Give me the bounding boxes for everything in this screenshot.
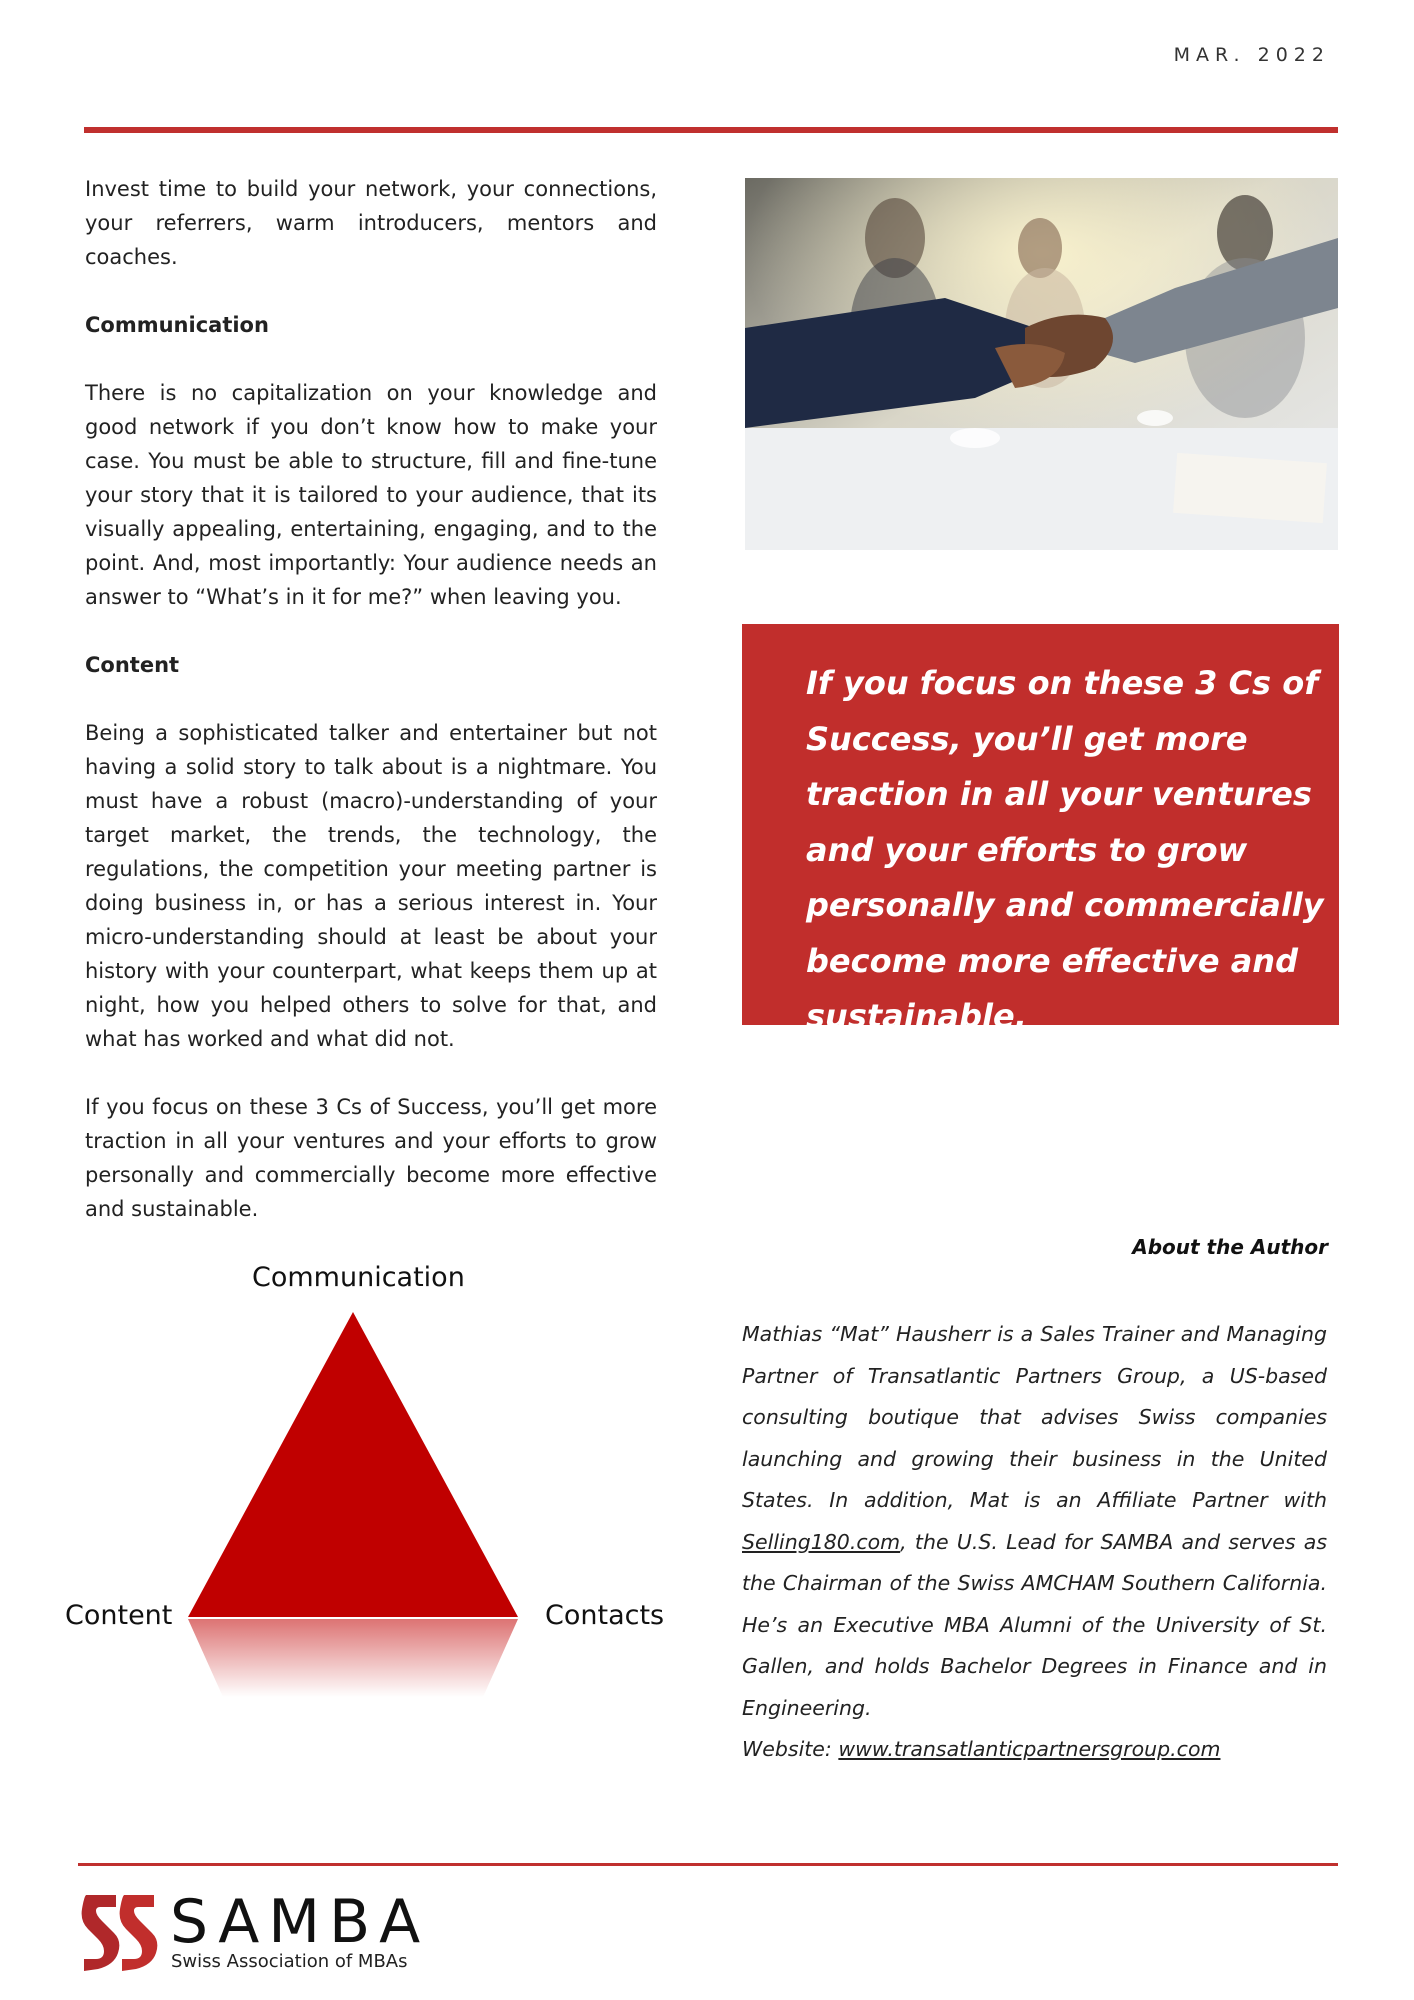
intro-paragraph: Invest time to build your network, your connections, your referrers, warm introducers, mentors and coaches. (85, 177, 657, 269)
conclusion-paragraph: If you focus on these 3 Cs of Success, you’ll get more traction in all your ventures and your efforts to grow personally and commercially become more effective and sustainable. (85, 1095, 657, 1221)
diagram-label-communication: Communication (252, 1262, 465, 1293)
success-triangle-diagram (188, 1312, 518, 1752)
diagram-label-content: Content (65, 1600, 173, 1631)
website-link[interactable]: www.transatlanticpartnersgroup.com (838, 1737, 1221, 1761)
about-author-title: About the Author (1132, 1235, 1328, 1259)
website-label: Website: (742, 1737, 839, 1761)
triangle-shape (188, 1312, 518, 1617)
samba-logo (78, 1887, 478, 1973)
communication-heading: Communication (85, 313, 269, 337)
bio-text-part1: Mathias “Mat” Hausherr is a Sales Trainer and Managing Partner of Transatlantic Partners Group, a US-based consulting boutique that advises Swiss companies launching and growing their business in the United States. In addition, Mat is an Affiliate Partner with (742, 1322, 1327, 1512)
issue-date: MAR. 2022 (1173, 44, 1330, 66)
content-heading: Content (85, 653, 180, 677)
logo-wordmark: SAMBA (170, 1887, 430, 1957)
samba-logo-mark-icon (78, 1893, 160, 1973)
content-paragraph: Being a sophisticated talker and entertainer but not having a solid story to talk about is a nightmare. You must have a robust (macro)-understanding of your target market, the trends, the technology, the regulations, the competition your meeting partner is doing business in, or has a serious interest in. Your micro-understanding should at least be about your history with your counterpart, what keeps them up at night, how you helped others to solve for that, and what has worked and what did not. (85, 721, 657, 1051)
bio-text-part2: , the U.S. Lead for SAMBA and serves as the Chairman of the Swiss AMCHAM Southern California. He’s an Executive MBA Alumni of the University of St. Gallen, and holds Bachelor Degrees in Finance and in Engineering. (742, 1529, 1327, 1720)
logo-subtitle: Swiss Association of MBAs (171, 1951, 408, 1972)
selling180-link[interactable]: Selling180.com (742, 1529, 901, 1554)
triangle-reflection (188, 1619, 518, 1697)
pull-quote-box (742, 624, 1339, 1035)
pull-quote-text: If you focus on these 3 Cs of Success, you’ll get more traction in all your ventures and your efforts to grow personally and commercially become more effective and sustainable. (806, 664, 1324, 1035)
top-divider (84, 127, 1338, 133)
article-left-column (85, 172, 657, 1226)
bottom-divider (78, 1863, 1338, 1866)
diagram-label-contacts: Contacts (545, 1600, 665, 1631)
about-author-body (742, 1314, 1327, 1771)
communication-paragraph: There is no capitalization on your knowledge and good network if you don’t know how to make your case. You must be able to structure, fill and fine-tune your story that it is tailored to your audience, that its visually appealing, entertaining, engaging, and to the point. And, most importantly: Your audience needs an answer to “What’s in it for me?” when leaving you. (85, 381, 657, 609)
handshake-photo (745, 178, 1338, 550)
